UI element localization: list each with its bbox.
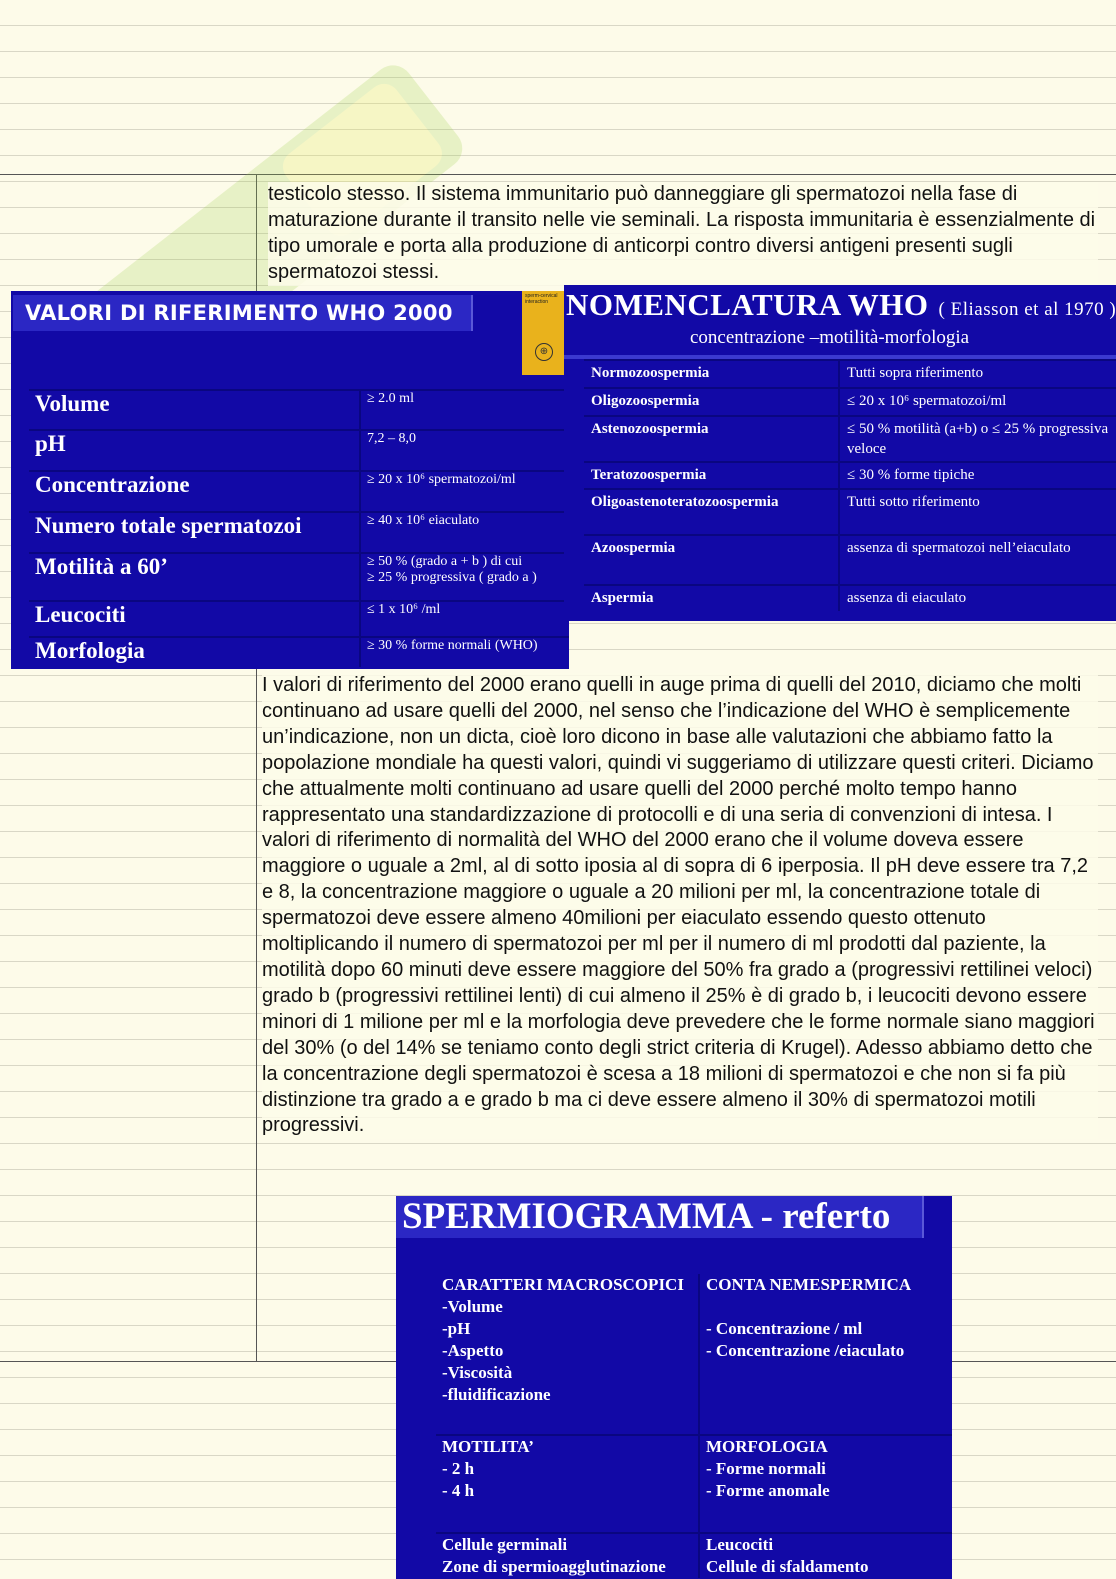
list-item: - Forme normali [706, 1459, 826, 1478]
macro-cell [436, 1274, 699, 1435]
list-item: - Concentrazione /eiaculato [706, 1341, 905, 1360]
row-value: Tutti sopra riferimento [839, 360, 1116, 388]
row-label: Morfologia [29, 637, 360, 667]
table-row [29, 512, 569, 553]
row-value: assenza di spermatozoi nell’eiaculato [839, 535, 1116, 585]
table-row [584, 489, 1116, 535]
nomenclatura-subtitle: concentrazione –motilità-morfologia [690, 327, 970, 348]
row-label: Normozoospermia [584, 360, 839, 388]
list-item: -Viscosità [442, 1363, 513, 1382]
list-item: -pH [442, 1319, 471, 1338]
slide-referto-title: SPERMIOGRAMMA - referto [396, 1196, 924, 1238]
row-label: Concentrazione [29, 471, 360, 512]
morfologia-cell [699, 1435, 952, 1533]
row-value: ≤ 1 x 10⁶ /ml [360, 601, 569, 637]
row-label: Azoospermia [584, 535, 839, 585]
list-item: Cellule germinali [442, 1535, 568, 1554]
table-row [436, 1435, 952, 1533]
row-label: Volume [29, 390, 360, 430]
row-label: Oligoastenoteratozoospermia [584, 489, 839, 535]
row-value: ≤ 30 % forme tipiche [839, 462, 1116, 489]
row-value-line-1: ≥ 50 % (grado a + b ) di cui [367, 554, 523, 569]
row-label: Numero totale spermatozoi [29, 512, 360, 553]
list-item: Zone di spermioagglutinazione [442, 1557, 666, 1576]
who-manual-cover-text: sperm-cervical interaction [525, 293, 558, 305]
frame-line-top [0, 174, 1116, 175]
row-label: Teratozoospermia [584, 462, 839, 489]
row-value: ≤ 20 x 10⁶ spermatozoi/ml [839, 388, 1116, 416]
row-value: ≥ 30 % forme normali (WHO) [360, 637, 569, 667]
list-item: -Aspetto [442, 1341, 504, 1360]
nomenclatura-table [584, 359, 1116, 611]
table-row [584, 388, 1116, 416]
row-value: 7,2 – 8,0 [360, 430, 569, 471]
motilita-cell [436, 1435, 699, 1533]
list-item: Cellule di sfaldamento [706, 1557, 869, 1576]
slide-nomenclatura [564, 285, 1116, 621]
bottom-right-cell [699, 1533, 952, 1578]
row-label: Aspermia [584, 585, 839, 611]
macro-heading: CARATTERI MACROSCOPICI [442, 1275, 684, 1294]
table-row [29, 471, 569, 512]
slide-who-2000-title: VALORI DI RIFERIMENTO WHO 2000 [13, 295, 473, 331]
table-row [29, 430, 569, 471]
morfologia-heading: MORFOLOGIA [706, 1437, 828, 1456]
table-row [584, 585, 1116, 611]
row-label: Oligozoospermia [584, 388, 839, 416]
motilita-heading: MOTILITA’ [442, 1437, 534, 1456]
slide-spermiogramma-referto [396, 1196, 952, 1579]
row-value: ≥ 40 x 10⁶ eiaculato [360, 512, 569, 553]
table-row [29, 637, 569, 667]
slide-nomenclatura-title [566, 287, 1116, 323]
list-item: - 4 h [442, 1481, 475, 1500]
table-row [584, 535, 1116, 585]
paragraph-main: I valori di riferimento del 2000 erano quelli in auge prima di quelli del 2010, diciamo che molti continuano ad usare quelli del 2000, nel senso che l’indicazione del WHO è semplicemente un’indicazione, non un dicta, cioè loro dicono in base alle valutazioni che abbiamo fatto la popolazione mondiale ha questi valori, quindi vi suggeriamo di utilizzare questi criteri. Diciamo che attualmente molti continuano ad usare quelli del 2000 perché molto tempo hanno rappresentato una standardizzazione di protocolli e di una seria di convenzioni di intesa. I valori di riferimento di normalità del WHO del 2000 erano che il volume doveva essere maggiore o uguale a 2ml, al di sotto iposia al di sopra di 6 iperposia. Il pH deve essere tra 7,2 e 8, la concentrazione maggiore o uguale a 20 milioni per ml, la concentrazione totale di spermatozoi deve essere almeno 40milioni per eiaculato essendo questo ottenuto moltiplicando il numero di spermatozoi per ml per il numero di ml prodotti dal paziente, la motilità dopo 60 minuti deve essere maggiore del 50% fra grado a (progressivi rettilinei veloci) grado b (progressivi rettilinei lenti) di cui almeno il 25% è di grado b, i leucociti devono essere minori di 1 milione per ml e la morfologia deve prevedere che le forme normale siano maggiori del 30% (o del 14% se teniamo conto degli strict criteria di Krugel). Adesso abbiamo detto che la concentrazione degli spermatozoi è scesa a 18 milioni di spermatozoi e che non si fa più distinzione tra grado a e grado b ma ci deve essere almeno il 30% di spermatozoi motili progressivi. [262, 673, 1098, 1139]
table-row [584, 360, 1116, 388]
list-item: - 2 h [442, 1459, 475, 1478]
row-label: Leucociti [29, 601, 360, 637]
table-row [436, 1274, 952, 1435]
table-row [584, 462, 1116, 489]
list-item: -fluidificazione [442, 1385, 551, 1404]
row-value-line-2: ≥ 25 % progressiva ( grado a ) [367, 570, 537, 585]
row-value: Tutti sotto riferimento [839, 489, 1116, 535]
referto-table [436, 1274, 952, 1578]
list-item: - Concentrazione / ml [706, 1319, 863, 1338]
nomenclatura-authors: ( Eliasson et al 1970 ) [938, 299, 1116, 320]
paragraph-top: testicolo stesso. Il sistema immunitario può danneggiare gli spermatozoi nella fase di maturazione durante il transito nelle vie seminali. La risposta immunitaria è essenzialmente di tipo umorale e porta alla produzione di anticorpi contro diversi antigeni presenti sugli spermatozoi stessi. [268, 182, 1098, 286]
conta-heading: CONTA NEMESPERMICA [706, 1275, 912, 1294]
row-label: Motilità a 60’ [29, 553, 360, 601]
row-value: ≥ 2.0 ml [360, 390, 569, 430]
row-value [360, 553, 569, 601]
who-2000-table [29, 389, 569, 667]
row-value: ≥ 20 x 10⁶ spermatozoi/ml [360, 471, 569, 512]
who-emblem-icon: ⊕ [535, 343, 553, 361]
row-label: pH [29, 430, 360, 471]
table-row [29, 553, 569, 601]
table-row [584, 416, 1116, 462]
table-row [436, 1533, 952, 1578]
slide-who-2000 [11, 291, 569, 669]
list-item: - Forme anomale [706, 1481, 830, 1500]
nomenclatura-title-text: NOMENCLATURA WHO [566, 287, 929, 322]
table-row [29, 390, 569, 430]
list-item: -Volume [442, 1297, 503, 1316]
conta-cell [699, 1274, 952, 1435]
table-row [29, 601, 569, 637]
who-manual-cover-image [522, 291, 566, 375]
row-value: ≤ 50 % motilità (a+b) o ≤ 25 % progressiva veloce [839, 416, 1116, 462]
list-item: Leucociti [706, 1535, 774, 1554]
bottom-left-cell [436, 1533, 699, 1578]
row-value: assenza di eiaculato [839, 585, 1116, 611]
row-label: Astenozoospermia [584, 416, 839, 462]
